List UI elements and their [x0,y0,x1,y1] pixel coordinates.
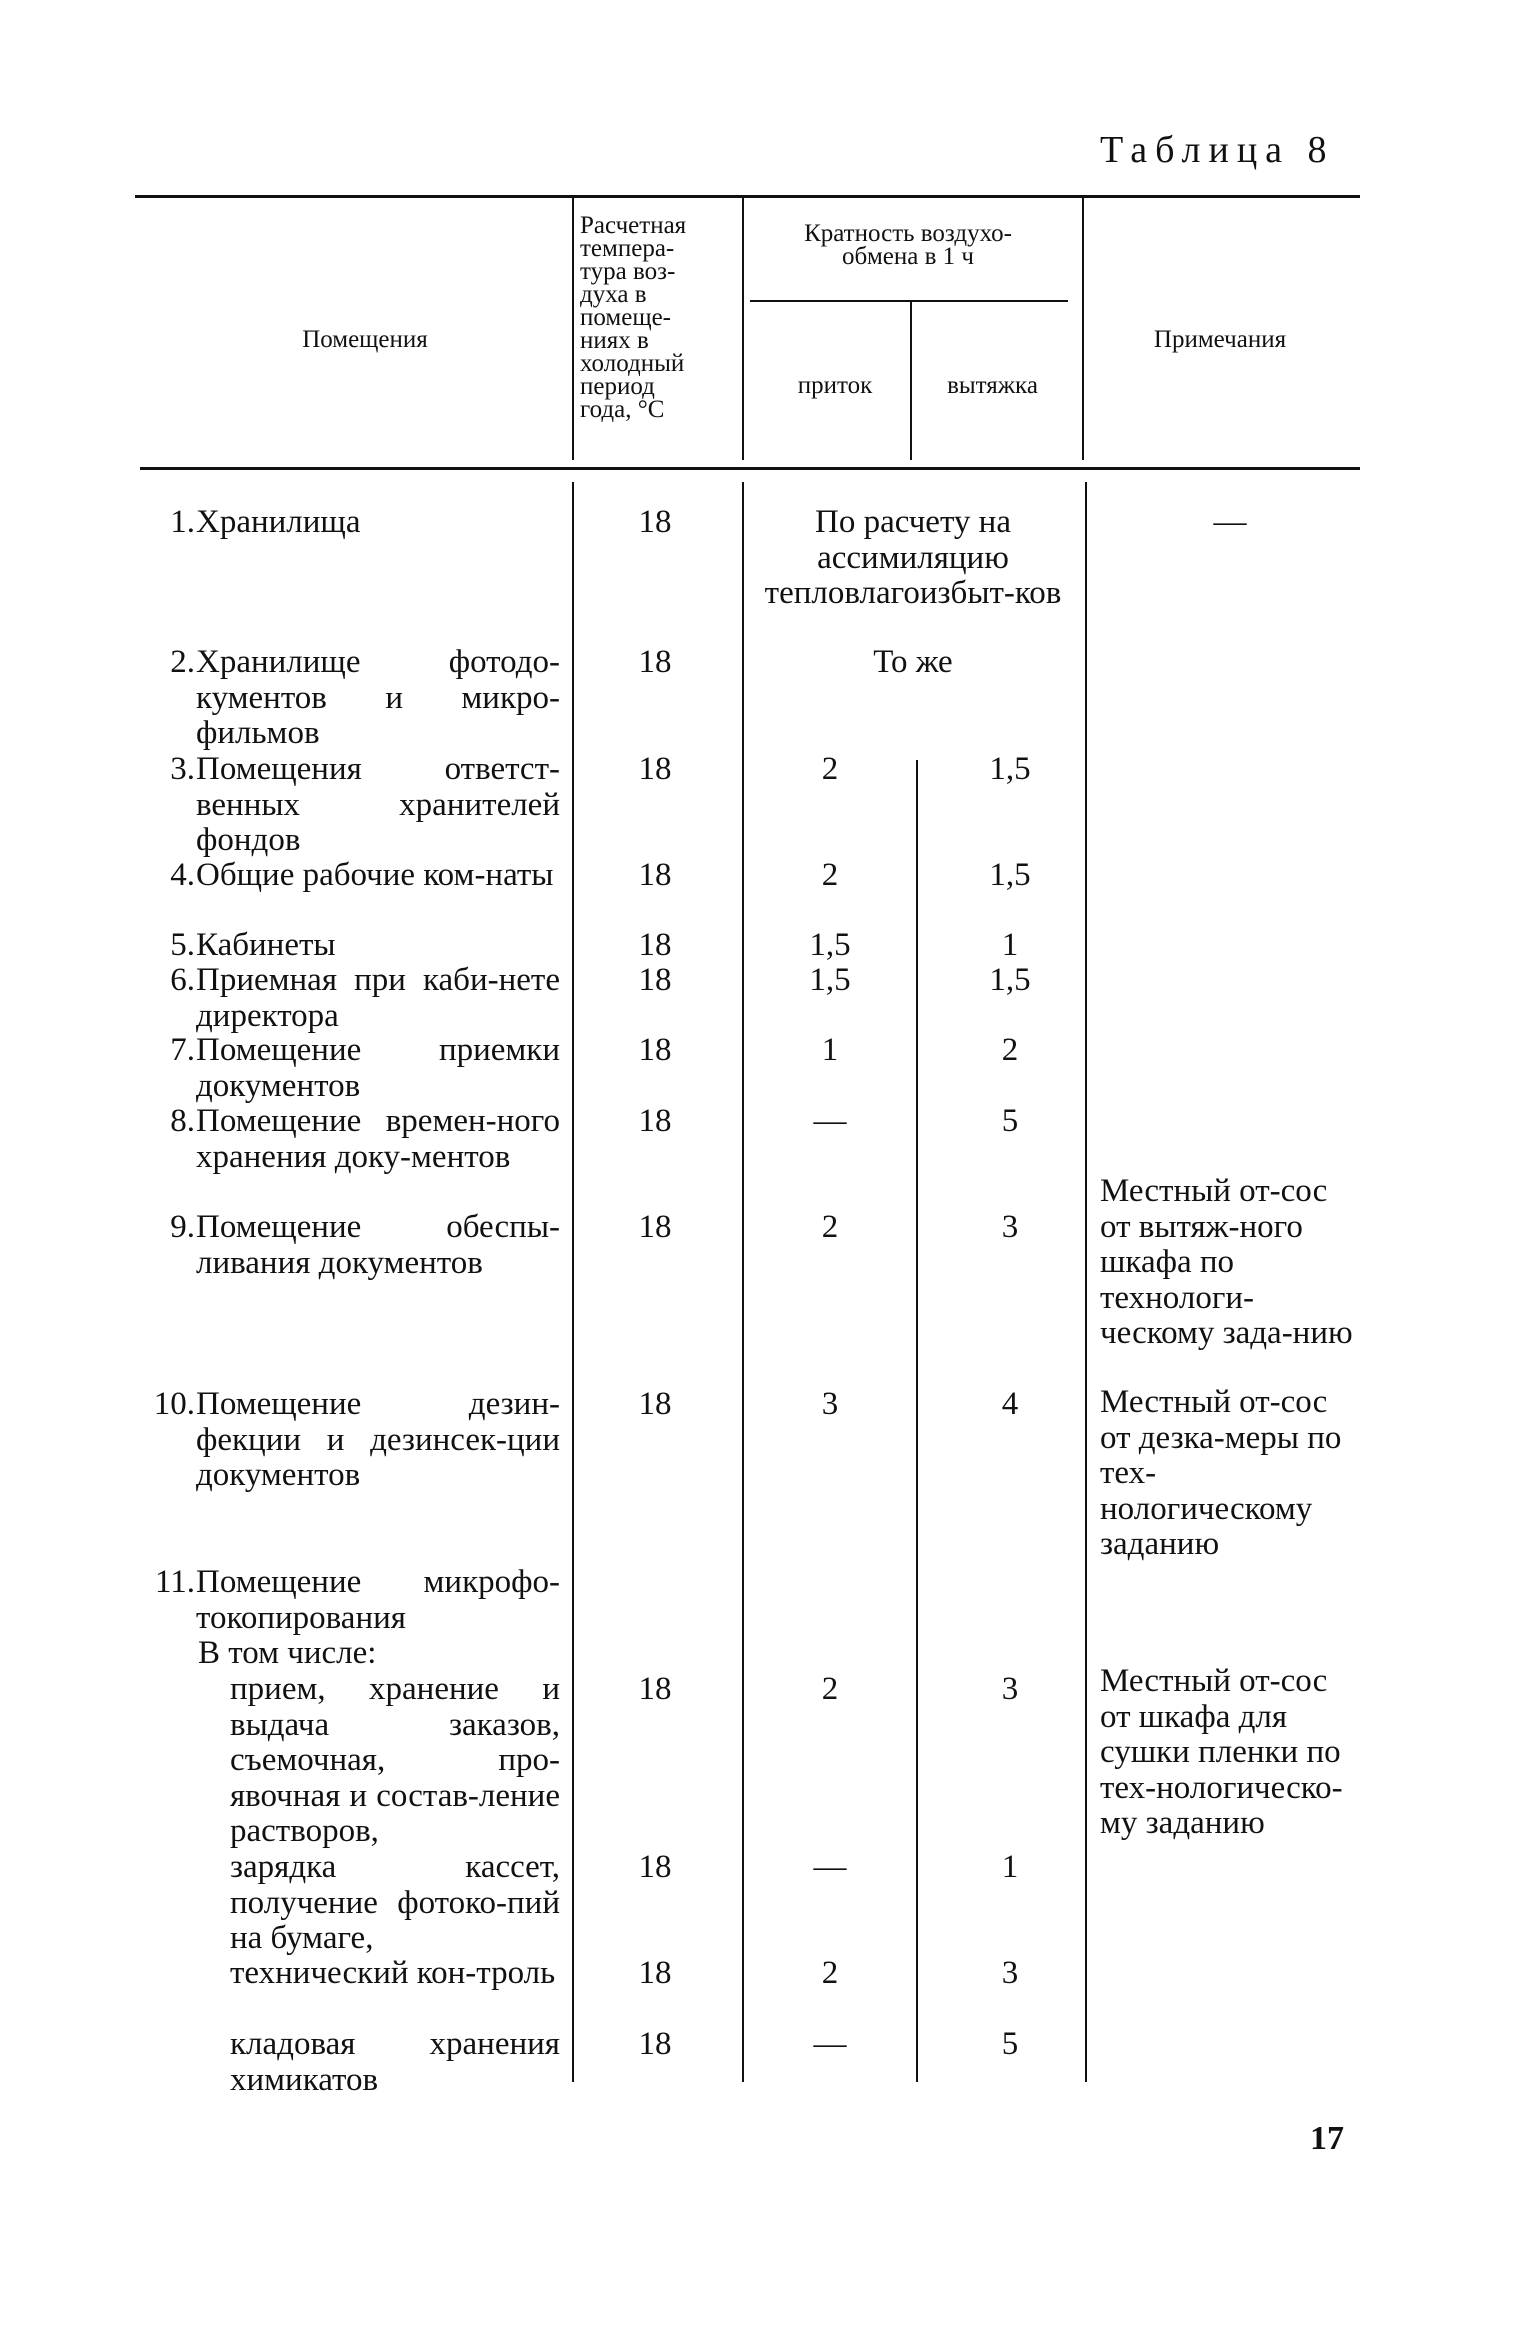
table-row [140,1387,560,1494]
table-row [140,505,560,541]
table-row [140,1956,560,1992]
temperature-value: 18 [638,857,672,893]
row-number: 8. [170,1103,195,1139]
room-name: Помещения ответст-венных хранителей фондов [196,751,560,858]
table-row [140,1033,560,1104]
inflow-value: 1 [821,1032,839,1068]
row-number: 3. [170,751,195,787]
inflow-value: 2 [821,857,839,893]
temperature-value: 18 [638,1955,672,1991]
outflow-value: 1,5 [989,751,1031,787]
temperature-value: 18 [638,1032,672,1068]
outflow-value: 3 [1001,1671,1019,1707]
room-name: Хранилище фотодо-кументов и микро-фильмов [196,644,560,751]
temperature-value: 18 [638,2026,672,2062]
header-multiplicity: Кратность воздухо- обмена в 1 ч [804,220,1012,270]
temperature-value: 18 [638,962,672,998]
row-number: 1. [170,504,195,540]
temperature-value: 18 [638,751,672,787]
sub-room-name: кладовая хранения химикатов [230,2026,560,2098]
header-vline-3 [910,302,912,460]
outflow-value: 5 [1001,1103,1019,1139]
inflow-value: 2 [821,1955,839,1991]
table-row [140,2027,560,2098]
inflow-value: — [813,2026,847,2062]
table-row [140,1565,560,1672]
body-vline-2 [742,482,744,2082]
header-notes: Примечания [1153,326,1287,353]
sub-room-name: прием, хранение и выдача заказов, съемочная, про-явочная и состав-ление растворов, [230,1671,560,1849]
outflow-value: 2 [1001,1032,1019,1068]
temperature-value: 18 [638,1849,672,1885]
sub-intro: В том числе: [198,1635,377,1671]
room-name: Помещение дезин-фекции и дезинсек-ции документов [196,1386,560,1493]
temperature-value: 18 [638,1386,672,1422]
table-row [140,752,560,859]
room-name: Хранилища [196,504,361,540]
room-name: Помещение приемки документов [196,1032,560,1104]
room-name: Помещение времен-ного хранения доку-ментов [196,1103,560,1175]
inflow-value: — [813,1849,847,1885]
row-number: 7. [170,1032,195,1068]
table-row [140,858,560,894]
outflow-value: 1 [1001,1849,1019,1885]
outflow-value: 1,5 [989,857,1031,893]
header-rooms: Помещения [302,326,428,353]
table-caption: Таблица 8 [1100,129,1335,171]
multiplicity-span: То же [873,644,953,680]
temperature-value: 18 [638,644,672,680]
room-name: Общие рабочие ком-наты [196,857,554,893]
note-text: Местный от-сос от дезка-меры по тех-нологическому заданию [1100,1384,1342,1562]
page-number: 17 [1310,2120,1344,2157]
header-vline-4 [1082,198,1084,460]
outflow-value: 4 [1001,1386,1019,1422]
table-row [140,1210,560,1281]
row-number: 10. [153,1386,195,1422]
room-name: Приемная при каби-нете директора [196,962,560,1034]
body-vline-3 [916,760,918,2082]
temperature-value: 18 [638,1103,672,1139]
multiplicity-divider [750,300,1068,302]
header-bottom-rule [140,467,1360,470]
inflow-value: 3 [821,1386,839,1422]
body-vline-4 [1085,482,1087,2082]
room-name: Помещение обеспы-ливания документов [196,1209,560,1281]
temperature-value: 18 [638,927,672,963]
inflow-value: 2 [821,751,839,787]
sub-room-name: технический кон-троль [230,1955,556,1991]
header-outflow: вытяжка [947,372,1038,399]
inflow-value: — [813,1103,847,1139]
table-row [140,928,560,964]
outflow-value: 3 [1001,1955,1019,1991]
temperature-value: 18 [638,504,672,540]
row-number: 9. [170,1209,195,1245]
outflow-value: 1 [1001,927,1019,963]
table-row [140,645,560,752]
table-row [140,1850,560,1957]
room-name: Помещение микрофо-токопирования [196,1564,560,1636]
outflow-value: 3 [1001,1209,1019,1245]
table-row [140,1104,560,1175]
note-text: Местный от-сос от вытяж-ного шкафа по технологи-ческому зада-нию [1100,1173,1353,1351]
row-number: 6. [170,962,195,998]
row-number: 11. [154,1564,195,1600]
table-row [140,1672,560,1850]
row-number: 4. [170,857,195,893]
outflow-value: 5 [1001,2026,1019,2062]
room-name: Кабинеты [196,927,336,963]
note-text: Местный от-сос от шкафа для сушки пленки по тех-нологическо-му заданию [1100,1663,1343,1841]
header-temperature: Расчетная темпера- тура воз- духа в помеще- ниях в холодный период года, °С [580,212,687,423]
body-vline-1 [572,482,574,2082]
row-number: 5. [170,927,195,963]
top-rule [135,195,1360,198]
outflow-value: 1,5 [989,962,1031,998]
row-number: 2. [170,644,195,680]
table-row [140,963,560,1034]
inflow-value: 2 [821,1671,839,1707]
temperature-value: 18 [638,1209,672,1245]
inflow-value: 1,5 [809,962,851,998]
header-vline-2 [742,198,744,460]
sub-room-name: зарядка кассет, получение фотоко-пий на бумаге, [230,1849,560,1956]
multiplicity-span: По расчету на ассимиляцию тепловлагоизбыт-ков [764,504,1062,611]
note-dash: — [1213,504,1247,540]
header-inflow: приток [797,372,873,399]
inflow-value: 2 [821,1209,839,1245]
temperature-value: 18 [638,1671,672,1707]
inflow-value: 1,5 [809,927,851,963]
